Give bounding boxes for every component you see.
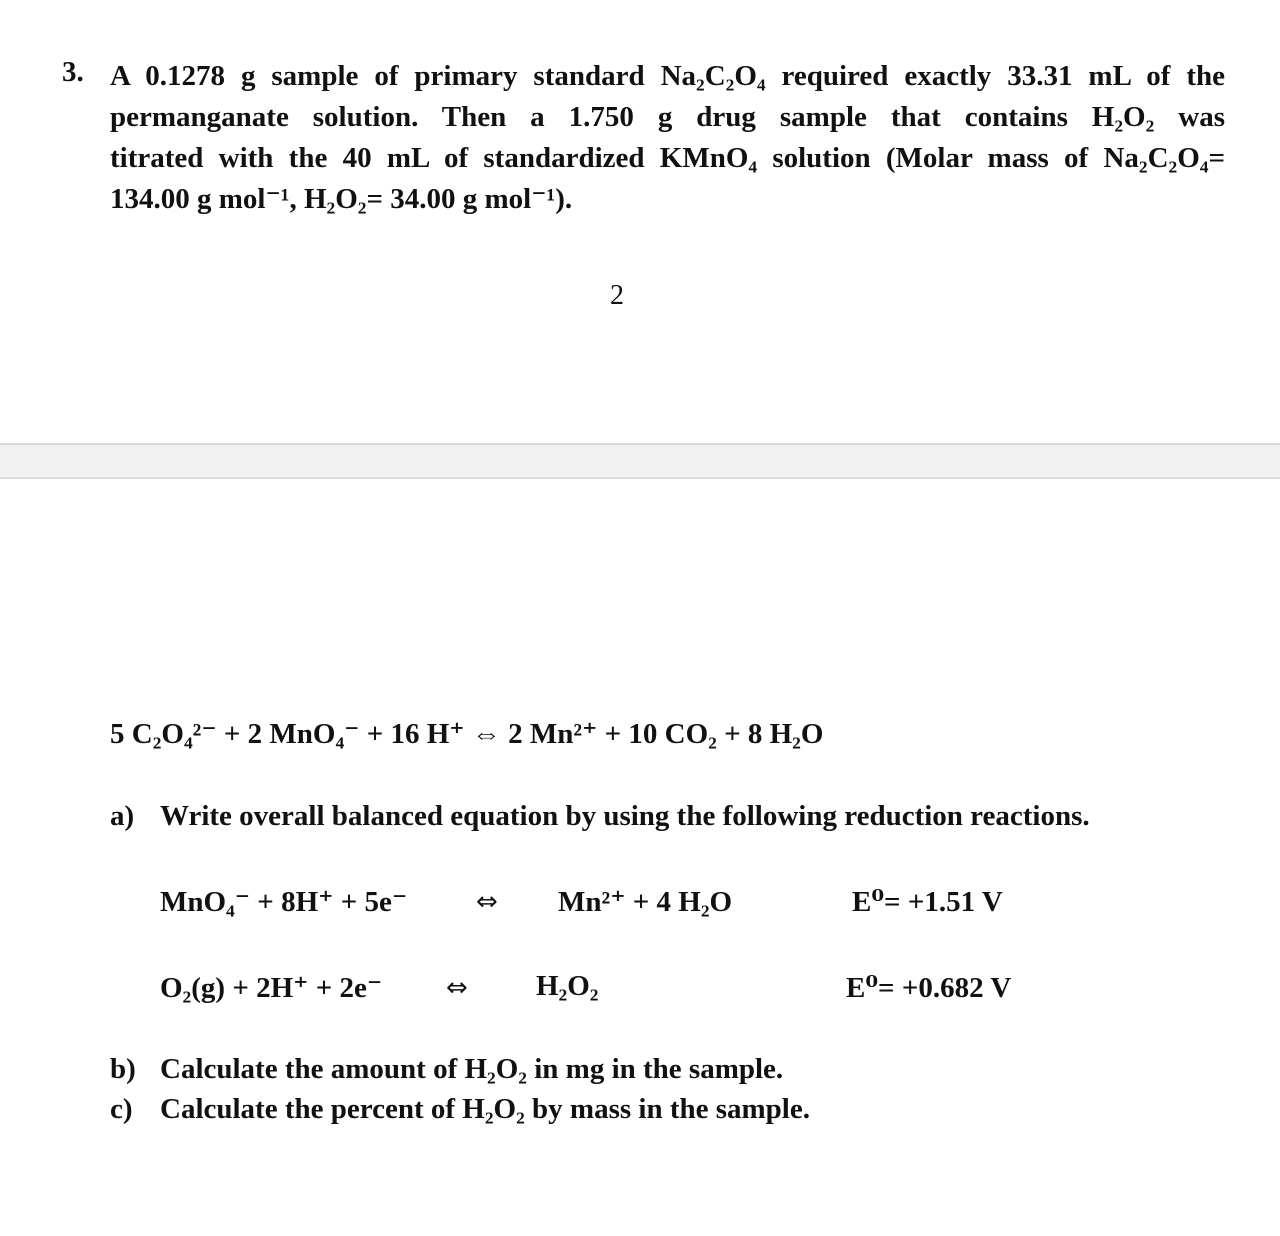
half-reaction-2-reactants: O₂(g) + 2H⁺ + 2e⁻ (160, 972, 383, 1004)
part-a-text: Write overall balanced equation by using the following reduction reactions. (160, 800, 1090, 832)
part-c-label: c) (110, 1093, 133, 1125)
half-reaction-1-reactants: MnO₄⁻ + 8H⁺ + 5e⁻ (160, 886, 408, 918)
page-number: 2 (610, 280, 624, 311)
page-divider (0, 443, 1280, 479)
part-a-label: a) (110, 800, 135, 832)
equilibrium-arrow-icon: ⇔ (476, 887, 498, 917)
part-b-text: Calculate the amount of H₂O₂ in mg in the sample. (160, 1053, 784, 1085)
question-line-4: 134.00 g mol⁻¹, H₂O₂= 34.00 g mol⁻¹). (110, 183, 573, 215)
half-reaction-1-products: Mn²⁺ + 4 H₂O (558, 886, 733, 918)
question-number: 3. (62, 56, 84, 88)
half-reaction-1-potential: E⁰= +1.51 V (852, 886, 1003, 918)
part-b-label: b) (110, 1053, 136, 1085)
half-reaction-2-potential: E⁰= +0.682 V (846, 972, 1012, 1004)
half-reaction-2-products: H₂O₂ (536, 970, 599, 1002)
question-line-2: permanganate solution. Then a 1.750 g drug sample that contains H₂O₂ was (110, 101, 1225, 133)
equilibrium-arrow-icon: ⇔ (446, 973, 468, 1003)
question-text (110, 56, 1225, 220)
part-c-text: Calculate the percent of H₂O₂ by mass in the sample. (160, 1093, 810, 1125)
question-line-3: titrated with the 40 mL of standardized KMnO₄ solution (Molar mass of Na₂C₂O₄= (110, 142, 1225, 174)
main-equation: 5 C₂O₄²⁻ + 2 MnO₄⁻ + 16 H⁺ ⇔ 2 Mn²⁺ + 10 CO₂ + 8 H₂O (110, 718, 824, 750)
question-line-1: A 0.1278 g sample of primary standard Na₂C₂O₄ required exactly 33.31 mL of the (110, 60, 1225, 92)
